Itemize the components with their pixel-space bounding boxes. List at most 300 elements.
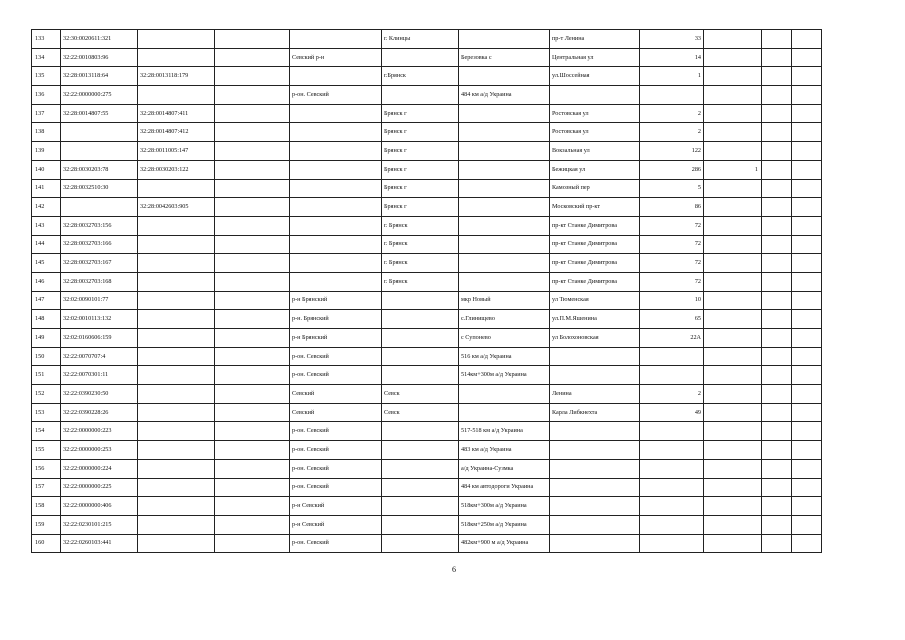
table-cell	[550, 534, 640, 553]
table-cell: р-он. Севский	[290, 459, 382, 478]
table-cell	[382, 497, 459, 516]
table-cell	[704, 291, 762, 310]
table-cell	[640, 478, 704, 497]
table-cell	[704, 235, 762, 254]
table-cell	[215, 310, 290, 329]
table-cell: г. Клинцы	[382, 30, 459, 49]
table-cell: Березовка с	[459, 48, 550, 67]
table-cell: 32:22:0070707:4	[61, 347, 138, 366]
table-cell	[382, 478, 459, 497]
table-cell	[138, 235, 215, 254]
table-cell: пр-кт Станке Димитрова	[550, 272, 640, 291]
table-cell: Севский	[290, 385, 382, 404]
table-cell: 86	[640, 198, 704, 217]
table-cell	[215, 198, 290, 217]
table-cell	[459, 123, 550, 142]
table-row	[32, 160, 822, 179]
table-cell	[762, 30, 792, 49]
table-cell	[215, 403, 290, 422]
table-cell	[290, 179, 382, 198]
table-cell: 147	[32, 291, 61, 310]
table-cell	[640, 497, 704, 516]
table-cell: пр-т Ленина	[550, 30, 640, 49]
table-cell	[704, 534, 762, 553]
table-cell	[792, 403, 822, 422]
table-cell	[792, 48, 822, 67]
table-cell	[704, 459, 762, 478]
table-cell	[290, 30, 382, 49]
table-cell: Брянск г	[382, 123, 459, 142]
table-cell: Ленина	[550, 385, 640, 404]
table-cell	[215, 272, 290, 291]
table-cell	[792, 198, 822, 217]
table-cell	[550, 515, 640, 534]
table-cell: 140	[32, 160, 61, 179]
table-cell	[382, 515, 459, 534]
table-cell	[792, 160, 822, 179]
table-cell	[704, 198, 762, 217]
table-cell	[640, 422, 704, 441]
table-cell: 32:28:0014807:411	[138, 104, 215, 123]
table-cell	[704, 385, 762, 404]
table-cell	[459, 385, 550, 404]
table-cell	[704, 272, 762, 291]
table-cell	[382, 441, 459, 460]
table-cell: ул.П.М.Яшенина	[550, 310, 640, 329]
table-cell: г. Брянск	[382, 235, 459, 254]
table-cell: 137	[32, 104, 61, 123]
table-cell	[762, 67, 792, 86]
table-cell: 482км+900 м а/д Украина	[459, 534, 550, 553]
table-cell: 286	[640, 160, 704, 179]
table-cell	[704, 123, 762, 142]
table-cell	[704, 478, 762, 497]
table-cell: Севск	[382, 403, 459, 422]
table-cell	[382, 347, 459, 366]
table-cell: р-он. Севский	[290, 347, 382, 366]
table-cell: 32:22:0000000:225	[61, 478, 138, 497]
table-cell	[704, 48, 762, 67]
table-cell: 32:28:0030203:78	[61, 160, 138, 179]
table-cell: 154	[32, 422, 61, 441]
table-cell	[762, 123, 792, 142]
table-cell	[382, 310, 459, 329]
table-cell	[792, 67, 822, 86]
table-cell: 32:22:0390228:26	[61, 403, 138, 422]
table-cell: ул Болохоновская	[550, 329, 640, 348]
table-cell: 155	[32, 441, 61, 460]
table-row	[32, 216, 822, 235]
table-cell	[215, 515, 290, 534]
table-row	[32, 478, 822, 497]
table-cell	[138, 347, 215, 366]
table-cell	[215, 366, 290, 385]
table-cell	[704, 254, 762, 273]
table-cell: 153	[32, 403, 61, 422]
table-row	[32, 497, 822, 516]
table-cell	[704, 347, 762, 366]
table-cell: 151	[32, 366, 61, 385]
table-row	[32, 310, 822, 329]
table-row	[32, 422, 822, 441]
table-cell	[762, 142, 792, 161]
table-cell	[762, 48, 792, 67]
table-cell	[215, 441, 290, 460]
table-cell	[459, 254, 550, 273]
table-cell	[215, 123, 290, 142]
table-cell	[704, 329, 762, 348]
table-cell	[459, 160, 550, 179]
table-cell: 1	[704, 160, 762, 179]
table-row	[32, 104, 822, 123]
table-cell	[704, 216, 762, 235]
table-cell	[459, 272, 550, 291]
table-cell: 145	[32, 254, 61, 273]
table-cell	[459, 30, 550, 49]
table-cell	[792, 497, 822, 516]
table-cell	[704, 67, 762, 86]
table-body	[32, 30, 822, 553]
table-cell	[704, 515, 762, 534]
table-cell	[762, 497, 792, 516]
table-cell: 72	[640, 254, 704, 273]
table-cell	[792, 459, 822, 478]
table-cell	[382, 329, 459, 348]
table-cell	[382, 534, 459, 553]
table-cell	[762, 235, 792, 254]
table-cell: с.Глинищево	[459, 310, 550, 329]
table-cell	[792, 515, 822, 534]
table-cell	[138, 310, 215, 329]
table-cell: Брянск г	[382, 104, 459, 123]
table-cell	[792, 104, 822, 123]
table-cell	[138, 291, 215, 310]
table-row	[32, 48, 822, 67]
table-cell: 484 км автодороги Украина	[459, 478, 550, 497]
table-cell	[792, 385, 822, 404]
table-cell: Камозный пер	[550, 179, 640, 198]
table-cell: 144	[32, 235, 61, 254]
table-cell	[215, 160, 290, 179]
table-cell: р-он. Севский	[290, 441, 382, 460]
table-cell	[704, 179, 762, 198]
table-cell	[792, 310, 822, 329]
table-cell	[704, 441, 762, 460]
table-cell: 32:22:0000000:223	[61, 422, 138, 441]
table-row	[32, 254, 822, 273]
table-cell	[215, 459, 290, 478]
table-cell	[704, 310, 762, 329]
table-row	[32, 235, 822, 254]
table-cell	[290, 104, 382, 123]
table-row	[32, 347, 822, 366]
table-cell	[138, 329, 215, 348]
table-cell	[762, 216, 792, 235]
table-cell	[61, 123, 138, 142]
table-cell	[382, 48, 459, 67]
table-cell	[792, 366, 822, 385]
table-cell	[792, 347, 822, 366]
table-cell: 32:28:0013118:179	[138, 67, 215, 86]
table-cell: Брянск г	[382, 179, 459, 198]
table-cell: р-н Брянский	[290, 329, 382, 348]
table-cell	[459, 198, 550, 217]
table-cell: ул Тюменская	[550, 291, 640, 310]
table-cell	[762, 160, 792, 179]
table-cell: 72	[640, 216, 704, 235]
table-cell	[215, 216, 290, 235]
table-cell	[762, 366, 792, 385]
table-cell	[138, 441, 215, 460]
table-cell	[640, 347, 704, 366]
table-row	[32, 179, 822, 198]
table-cell	[382, 422, 459, 441]
table-cell: Бежицкая ул	[550, 160, 640, 179]
table-cell	[792, 216, 822, 235]
table-cell: 32:30:0020611:321	[61, 30, 138, 49]
table-cell	[290, 123, 382, 142]
table-cell: 33	[640, 30, 704, 49]
table-cell: 32:22:0230101:215	[61, 515, 138, 534]
table-cell	[640, 86, 704, 105]
table-cell: 32:28:0013118:64	[61, 67, 138, 86]
table-cell: 122	[640, 142, 704, 161]
table-cell	[762, 272, 792, 291]
table-cell	[138, 534, 215, 553]
table-cell: 158	[32, 497, 61, 516]
table-cell: пр-кт Станке Димитрова	[550, 254, 640, 273]
table-cell	[762, 291, 792, 310]
table-row	[32, 123, 822, 142]
table-cell: 32:28:0032703:156	[61, 216, 138, 235]
table-cell	[215, 86, 290, 105]
table-cell	[290, 160, 382, 179]
table-cell	[550, 366, 640, 385]
table-cell	[459, 403, 550, 422]
table-cell	[215, 497, 290, 516]
table-cell	[138, 86, 215, 105]
table-cell: 32:22:0010803:96	[61, 48, 138, 67]
table-cell: 142	[32, 198, 61, 217]
table-cell: 518км+250м а/д Украина	[459, 515, 550, 534]
table-cell	[138, 272, 215, 291]
table-cell	[792, 142, 822, 161]
table-cell	[762, 104, 792, 123]
table-cell: 32:22:0070301:11	[61, 366, 138, 385]
table-cell	[290, 254, 382, 273]
table-cell	[138, 48, 215, 67]
table-cell	[382, 366, 459, 385]
table-cell	[138, 366, 215, 385]
table-cell	[215, 48, 290, 67]
table-cell	[762, 478, 792, 497]
table-cell	[290, 272, 382, 291]
table-cell	[138, 403, 215, 422]
table-cell: Севский р-н	[290, 48, 382, 67]
table-row	[32, 441, 822, 460]
table-cell	[138, 179, 215, 198]
table-cell	[215, 104, 290, 123]
table-cell: Брянск г	[382, 198, 459, 217]
table-cell: 134	[32, 48, 61, 67]
table-cell	[762, 403, 792, 422]
table-cell	[640, 366, 704, 385]
table-cell: г.Брянск	[382, 67, 459, 86]
table-cell: р-н. Брянский	[290, 310, 382, 329]
table-cell: 32:22:0000000:275	[61, 86, 138, 105]
table-cell	[382, 86, 459, 105]
table-cell: Брянск г	[382, 160, 459, 179]
table-cell	[138, 216, 215, 235]
table-cell: р-н Севский	[290, 497, 382, 516]
table-cell	[459, 216, 550, 235]
table-cell: г. Брянск	[382, 216, 459, 235]
table-cell	[762, 198, 792, 217]
table-cell	[138, 459, 215, 478]
table-cell: Карла Либкнехта	[550, 403, 640, 422]
table-cell	[704, 403, 762, 422]
table-cell: Вокзальная ул	[550, 142, 640, 161]
table-cell	[138, 497, 215, 516]
table-cell	[215, 179, 290, 198]
table-cell	[704, 422, 762, 441]
table-cell	[762, 329, 792, 348]
table-row	[32, 329, 822, 348]
table-cell: 5	[640, 179, 704, 198]
table-cell: 138	[32, 123, 61, 142]
table-cell: 516 км а/д Украина	[459, 347, 550, 366]
table-cell: 10	[640, 291, 704, 310]
table-cell	[550, 86, 640, 105]
table-cell: 32:28:0032703:166	[61, 235, 138, 254]
table-row	[32, 366, 822, 385]
table-cell: 32:28:0014807:55	[61, 104, 138, 123]
table-cell	[792, 422, 822, 441]
table-cell	[459, 235, 550, 254]
table-cell	[459, 179, 550, 198]
table-cell	[792, 478, 822, 497]
table-cell	[290, 67, 382, 86]
table-cell	[704, 30, 762, 49]
table-cell	[704, 497, 762, 516]
table-cell: Ростовская ул	[550, 123, 640, 142]
table-cell	[704, 142, 762, 161]
table-cell: 32:28:0030203:122	[138, 160, 215, 179]
table-cell: 32:22:0000000:253	[61, 441, 138, 460]
table-row	[32, 534, 822, 553]
table-cell	[792, 534, 822, 553]
table-cell: 156	[32, 459, 61, 478]
table-cell	[215, 291, 290, 310]
table-cell: Севск	[382, 385, 459, 404]
table-cell: пр-кт Станке Димитрова	[550, 216, 640, 235]
table-cell: 32:28:0042603:905	[138, 198, 215, 217]
table-cell	[762, 385, 792, 404]
table-cell	[215, 385, 290, 404]
table-cell: Ростовская ул	[550, 104, 640, 123]
table-cell: р-н Брянский	[290, 291, 382, 310]
table-cell: 32:28:0032703:168	[61, 272, 138, 291]
table-cell	[138, 422, 215, 441]
table-cell	[640, 534, 704, 553]
table-row	[32, 515, 822, 534]
table-cell: ул.Шоссейная	[550, 67, 640, 86]
table-cell: 72	[640, 235, 704, 254]
table-cell	[704, 86, 762, 105]
table-cell	[215, 478, 290, 497]
table-cell	[762, 310, 792, 329]
table-cell	[459, 142, 550, 161]
table-cell	[550, 441, 640, 460]
table-cell: 32:22:0390230:50	[61, 385, 138, 404]
table-cell	[138, 30, 215, 49]
table-cell	[762, 422, 792, 441]
table-cell	[550, 422, 640, 441]
table-row	[32, 291, 822, 310]
table-cell: 32:28:0011005:147	[138, 142, 215, 161]
table-cell	[215, 235, 290, 254]
table-cell: 150	[32, 347, 61, 366]
table-cell: с Супонево	[459, 329, 550, 348]
table-cell: Брянск г	[382, 142, 459, 161]
table-cell: 143	[32, 216, 61, 235]
table-cell	[550, 497, 640, 516]
table-cell: р-он. Севский	[290, 422, 382, 441]
table-cell: р-он. Севский	[290, 534, 382, 553]
table-row	[32, 86, 822, 105]
document-table	[31, 29, 822, 553]
table-cell: 514км+300м а/д Украина	[459, 366, 550, 385]
table-cell: р-он. Севский	[290, 86, 382, 105]
table-cell: Московский пр-кт	[550, 198, 640, 217]
table-cell	[215, 534, 290, 553]
table-cell: 22А	[640, 329, 704, 348]
table-cell: 148	[32, 310, 61, 329]
table-cell: р-он. Севский	[290, 478, 382, 497]
table-cell	[550, 347, 640, 366]
table-cell: 152	[32, 385, 61, 404]
table-cell: 2	[640, 123, 704, 142]
table-cell	[762, 515, 792, 534]
table-cell: 141	[32, 179, 61, 198]
table-row	[32, 142, 822, 161]
page-number: 6	[452, 565, 456, 574]
table-cell	[792, 291, 822, 310]
table-cell: 518км+300м а/д Украина	[459, 497, 550, 516]
table-cell: р-н Севский	[290, 515, 382, 534]
table-cell: 32:02:0090101:77	[61, 291, 138, 310]
table-cell: 2	[640, 104, 704, 123]
table-cell: 157	[32, 478, 61, 497]
table-cell	[762, 254, 792, 273]
table-cell	[382, 291, 459, 310]
table-cell	[762, 347, 792, 366]
table-cell	[792, 123, 822, 142]
table-cell: г. Брянск	[382, 254, 459, 273]
table-row	[32, 385, 822, 404]
table-cell	[215, 254, 290, 273]
table-row	[32, 30, 822, 49]
table-cell: 136	[32, 86, 61, 105]
table-cell: 139	[32, 142, 61, 161]
table-cell	[290, 142, 382, 161]
table-cell: Севский	[290, 403, 382, 422]
table-cell: 32:02:0010113:132	[61, 310, 138, 329]
table-cell	[762, 459, 792, 478]
table-cell: 517-518 км а/д Украина	[459, 422, 550, 441]
table-cell: 32:02:0160606:159	[61, 329, 138, 348]
table-cell	[459, 67, 550, 86]
